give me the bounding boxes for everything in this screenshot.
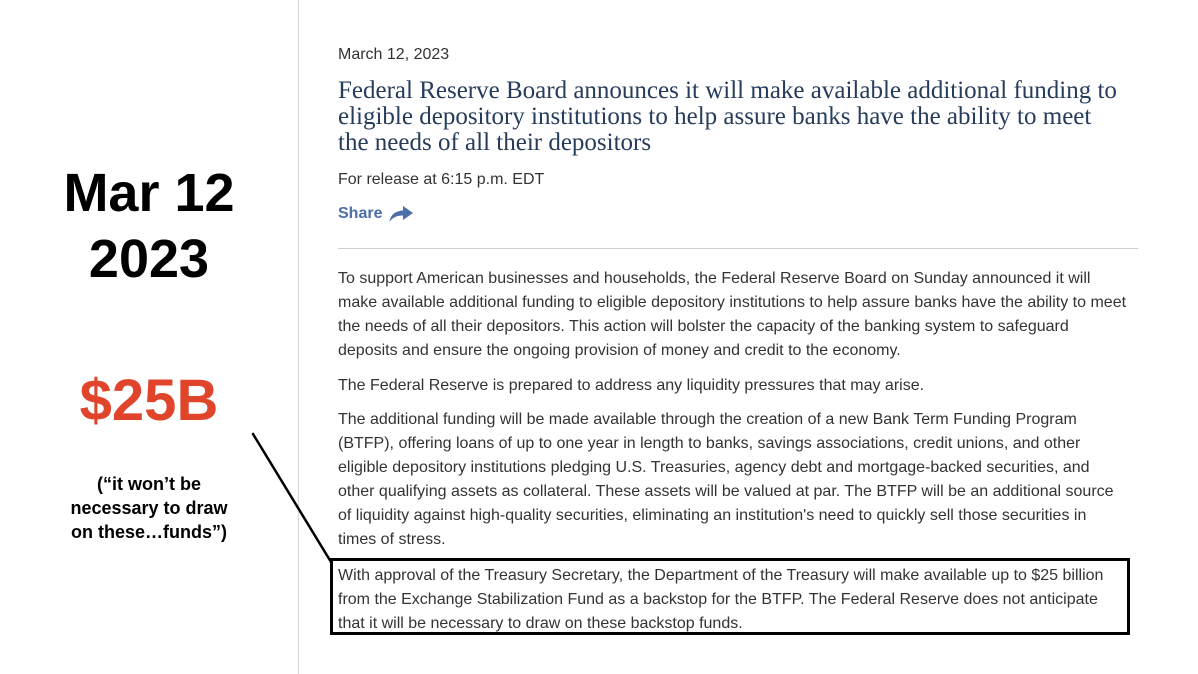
release-time: For release at 6:15 p.m. EDT: [338, 171, 545, 188]
release-date: March 12, 2023: [338, 46, 450, 63]
share-arrow-icon: [388, 205, 414, 223]
annotation-date-month-day: Mar 12: [63, 163, 235, 223]
release-paragraph-1: To support American businesses and households, the Federal Reserve Board on Sunday announced it will make available additional funding to eligible depository institutions to help assure banks have the ability to meet the needs of all their depositors. This action will bolster the capacity of the banking system to safeguard deposits and ensure the ongoing provision of money and credit to the economy.: [338, 270, 1127, 359]
annotation-quote: [0, 472, 298, 544]
share-label: Share: [338, 205, 383, 222]
annotation-date-year: 2023: [88, 229, 210, 289]
header-divider: [338, 248, 1138, 249]
release-paragraph-3: The additional funding will be made available through the creation of a new Bank Term Funding Program (BTFP), offering loans of up to one year in length to banks, savings associations, credit unions, and other eligible depository institutions pledging U.S. Treasuries, agency debt and mortgage-backed securities, and other qualifying assets as collateral. These assets will be valued at par. The BTFP will be an additional source of liquidity against high-quality securities, eliminating an institution's need to quickly sell those securities in times of stress.: [338, 411, 1114, 548]
annotation-quote-line-1: (“it won’t be: [97, 474, 201, 494]
annotation-date: [0, 160, 298, 292]
release-paragraph-4: With approval of the Treasury Secretary, the Department of the Treasury will make available up to $25 billion from the Exchange Stabilization Fund as a backstop for the BTFP. The Federal Reserve does not anticipate that it will be necessary to draw on these backstop funds.: [338, 567, 1104, 632]
annotation-quote-line-2: necessary to draw: [70, 498, 228, 518]
annotation-quote-line-3: on these…funds”): [71, 522, 227, 542]
release-title[interactable]: Federal Reserve Board announces it will make available additional funding to eligible depository institutions to help assure banks have the ability to meet the needs of all their depositors: [338, 77, 1117, 156]
panel-divider: [298, 0, 299, 674]
share-button[interactable]: [338, 205, 414, 223]
release-paragraph-2: The Federal Reserve is prepared to address any liquidity pressures that may arise.: [338, 377, 925, 394]
annotation-amount: $25B: [79, 368, 219, 433]
